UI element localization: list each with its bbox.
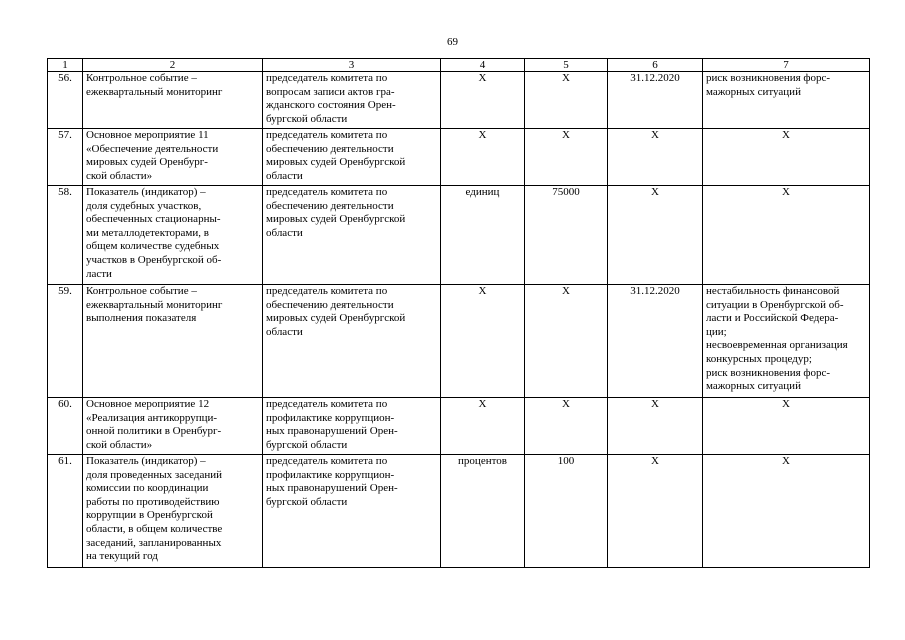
date-cell: Х <box>608 398 703 455</box>
page-number: 69 <box>447 36 458 48</box>
row-number: 59. <box>48 285 83 398</box>
event-name: Контрольное событие – ежеквартальный мониторинг выполнения показателя <box>83 285 263 398</box>
plan-table <box>47 58 870 568</box>
responsible-person: председатель комитета по профилактике коррупцион- ных правонарушений Орен- бургской области <box>263 398 441 455</box>
table-row <box>48 186 870 285</box>
table-row <box>48 72 870 129</box>
value-cell: Х <box>525 129 608 186</box>
responsible-person: председатель комитета по обеспечению деятельности мировых судей Оренбургской области <box>263 129 441 186</box>
row-number: 60. <box>48 398 83 455</box>
event-name: Показатель (индикатор) – доля судебных участков, обеспеченных стационарны- ми металлодетекторами, в общем количестве судебных участков в Оренбургской об- ласти <box>83 186 263 285</box>
unit-cell: Х <box>441 129 525 186</box>
row-number: 61. <box>48 455 83 568</box>
column-header: 4 <box>441 59 525 72</box>
value-cell: 75000 <box>525 186 608 285</box>
risk-cell: риск возникновения форс- мажорных ситуаций <box>703 72 870 129</box>
date-cell: 31.12.2020 <box>608 72 703 129</box>
unit-cell: процентов <box>441 455 525 568</box>
row-number: 56. <box>48 72 83 129</box>
column-header: 2 <box>83 59 263 72</box>
date-cell: Х <box>608 186 703 285</box>
table-row <box>48 129 870 186</box>
event-name: Контрольное событие – ежеквартальный мониторинг <box>83 72 263 129</box>
column-header: 7 <box>703 59 870 72</box>
value-cell: 100 <box>525 455 608 568</box>
column-header: 1 <box>48 59 83 72</box>
responsible-person: председатель комитета по профилактике коррупцион- ных правонарушений Орен- бургской области <box>263 455 441 568</box>
unit-cell: Х <box>441 285 525 398</box>
unit-cell: Х <box>441 72 525 129</box>
column-header: 6 <box>608 59 703 72</box>
unit-cell: единиц <box>441 186 525 285</box>
row-number: 57. <box>48 129 83 186</box>
row-number: 58. <box>48 186 83 285</box>
responsible-person: председатель комитета по обеспечению деятельности мировых судей Оренбургской области <box>263 285 441 398</box>
value-cell: Х <box>525 398 608 455</box>
event-name: Показатель (индикатор) – доля проведенных заседаний комиссии по координации работы по противодействию коррупции в Оренбургской области, в общем количестве заседаний, запланированных на текущий год <box>83 455 263 568</box>
event-name: Основное мероприятие 11 «Обеспечение деятельности мировых судей Оренбург- ской области» <box>83 129 263 186</box>
column-header: 3 <box>263 59 441 72</box>
risk-cell: Х <box>703 398 870 455</box>
responsible-person: председатель комитета по обеспечению деятельности мировых судей Оренбургской области <box>263 186 441 285</box>
unit-cell: Х <box>441 398 525 455</box>
value-cell: Х <box>525 72 608 129</box>
table-row <box>48 285 870 398</box>
date-cell: Х <box>608 129 703 186</box>
table-row <box>48 455 870 568</box>
value-cell: Х <box>525 285 608 398</box>
date-cell: Х <box>608 455 703 568</box>
table-row <box>48 398 870 455</box>
column-header: 5 <box>525 59 608 72</box>
risk-cell: нестабильность финансовой ситуации в Оренбургской об- ласти и Российской Федера- ции; несвоевременная организация конкурсных процедур; риск возникновения форс- мажорных ситуаций <box>703 285 870 398</box>
risk-cell: Х <box>703 455 870 568</box>
event-name: Основное мероприятие 12 «Реализация антикоррупци- онной политики в Оренбург- ской области» <box>83 398 263 455</box>
date-cell: 31.12.2020 <box>608 285 703 398</box>
risk-cell: Х <box>703 186 870 285</box>
table-header-row <box>48 59 870 72</box>
responsible-person: председатель комитета по вопросам записи актов гра- жданского состояния Орен- бургской области <box>263 72 441 129</box>
risk-cell: Х <box>703 129 870 186</box>
